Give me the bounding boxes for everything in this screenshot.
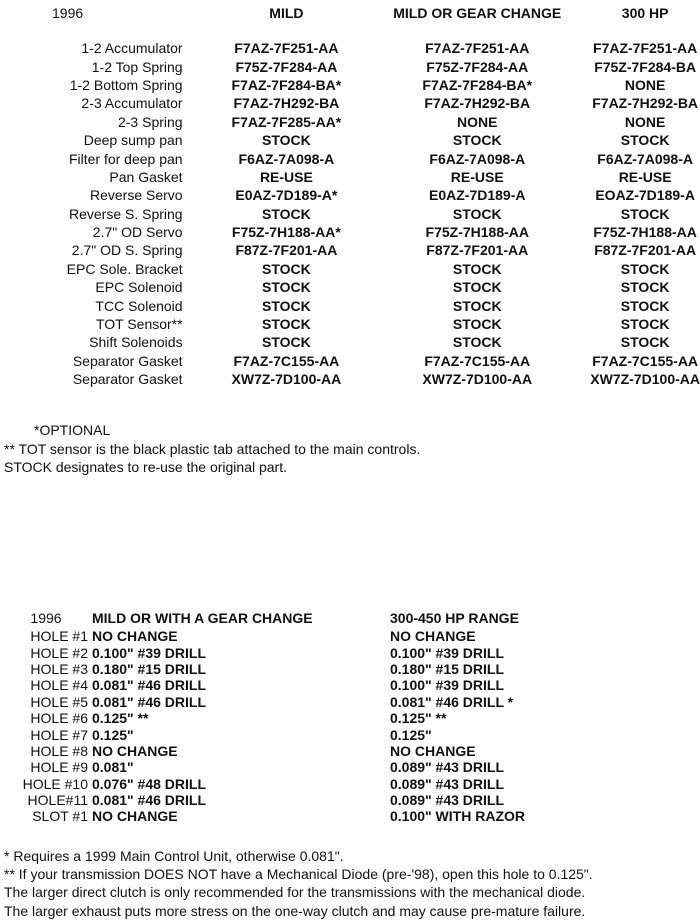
hole-year-header: 1996	[30, 610, 62, 626]
part-300hp-value: XW7Z-7D100-AA	[590, 371, 700, 388]
hole-label: SLOT #1	[32, 808, 88, 825]
300hp-column-header: 300 HP	[621, 5, 669, 21]
part-mild-gear-value: STOCK	[452, 205, 502, 222]
part-300hp-value: STOCK	[620, 297, 670, 314]
hole-row	[0, 792, 700, 808]
parts-row	[0, 223, 700, 241]
hole-table-header	[0, 608, 700, 628]
part-mild-gear-value: NONE	[457, 113, 498, 130]
part-mild-value: XW7Z-7D100-AA	[231, 371, 342, 388]
hole-mild-value: 0.180" #15 DRILL	[92, 660, 207, 677]
part-mild-value: F75Z-7H188-AA*	[231, 224, 341, 241]
part-label: Deep sump pan	[83, 132, 183, 149]
parts-row	[0, 241, 700, 259]
part-label: 1-2 Top Spring	[91, 58, 183, 75]
part-label: EPC Sole. Bracket	[66, 260, 183, 277]
part-300hp-value: F7AZ-7F251-AA	[593, 40, 698, 57]
mild-column-header: MILD	[269, 5, 304, 21]
part-mild-value: STOCK	[262, 279, 311, 296]
note-exhaust: The larger exhaust puts more stress on the one-way clutch and may cause pre-mature failure.	[4, 902, 586, 919]
part-mild-gear-value: E0AZ-7D189-A	[429, 187, 526, 204]
hole-row	[0, 661, 700, 677]
parts-row	[0, 94, 700, 112]
part-mild-value: F7AZ-7F285-AA*	[231, 113, 342, 130]
part-mild-value: E0AZ-7D189-A*	[235, 187, 338, 204]
hole-mild-value: 0.076" #48 DRILL	[92, 775, 207, 792]
parts-spacer-row	[0, 24, 700, 39]
hole-label: HOLE #1	[30, 628, 88, 645]
hole-hp-value: 0.089" #43 DRILL	[390, 775, 505, 792]
part-label: 2.7" OD S. Spring	[71, 242, 183, 259]
part-mild-gear-value: F6AZ-7A098-A	[429, 150, 526, 167]
part-mild-gear-value: F7AZ-7F284-BA*	[422, 76, 533, 93]
part-mild-value: F87Z-7F201-AA	[235, 242, 338, 259]
part-mild-gear-value: STOCK	[452, 334, 502, 351]
part-mild-gear-value: STOCK	[452, 316, 502, 333]
part-label: TCC Solenoid	[95, 297, 183, 314]
hole-row	[0, 743, 700, 759]
hole-label: HOLE #6	[30, 710, 88, 727]
parts-row	[0, 149, 700, 167]
hole-row	[0, 726, 700, 742]
part-300hp-value: F75Z-7H188-AA	[593, 224, 697, 241]
part-mild-value: F75Z-7F284-AA	[235, 58, 338, 75]
part-mild-gear-value: F7AZ-7F251-AA	[425, 40, 530, 57]
parts-row	[0, 370, 700, 388]
note-direct-clutch: The larger direct clutch is only recommended for the transmissions with the mechanical diode.	[4, 884, 586, 901]
hole-mild-value: NO CHANGE	[92, 808, 178, 825]
note-requires-1999: * Requires a 1999 Main Control Unit, otherwise 0.081".	[4, 848, 344, 864]
part-mild-value: STOCK	[262, 334, 311, 351]
part-300hp-value: EOAZ-7D189-A	[595, 187, 695, 204]
parts-row	[0, 260, 700, 278]
hole-hp-value: 0.100" #39 DRILL	[390, 644, 505, 661]
note-mechanical-diode: ** If your transmission DOES NOT have a Mechanical Diode (pre-'98), open this hole to 0.125".	[4, 866, 593, 883]
hole-row	[0, 677, 700, 693]
hole-mild-value: 0.081" #46 DRILL	[92, 677, 207, 694]
parts-row	[0, 39, 700, 57]
part-300hp-value: F6AZ-7A098-A	[597, 150, 693, 167]
hole-hp-column-header: 300-450 HP RANGE	[390, 610, 519, 626]
hole-mild-value: 0.081" #46 DRILL	[92, 693, 207, 710]
part-300hp-value: F87Z-7F201-AA	[594, 242, 697, 259]
hole-hp-value: 0.089" #43 DRILL	[390, 792, 505, 809]
part-300hp-value: STOCK	[620, 205, 670, 222]
hole-label: HOLE#11	[27, 792, 88, 809]
hole-row	[0, 759, 700, 775]
parts-row	[0, 113, 700, 131]
hole-label: HOLE #3	[30, 660, 88, 677]
hole-mild-column-header: MILD OR WITH A GEAR CHANGE	[92, 610, 313, 626]
parts-row	[0, 296, 700, 314]
hole-row	[0, 776, 700, 792]
part-label: Reverse S. Spring	[68, 205, 183, 222]
hole-row	[0, 644, 700, 660]
hole-mild-value: NO CHANGE	[92, 742, 178, 759]
part-300hp-value: STOCK	[620, 316, 670, 333]
part-mild-value: STOCK	[262, 260, 311, 277]
hole-label: HOLE #9	[30, 759, 88, 776]
part-mild-gear-value: STOCK	[452, 132, 502, 149]
part-mild-value: F6AZ-7A098-A	[238, 150, 335, 167]
hole-hp-value: 0.125"	[390, 726, 432, 743]
part-label: Separator Gasket	[72, 352, 183, 369]
part-label: Separator Gasket	[72, 371, 183, 388]
part-300hp-value: F75Z-7F284-BA	[594, 58, 697, 75]
hole-table-body	[0, 628, 700, 825]
part-label: 1-2 Bottom Spring	[69, 76, 183, 93]
part-mild-gear-value: F7AZ-7H292-BA	[424, 95, 531, 112]
hole-mild-value: 0.125"	[92, 726, 134, 743]
hole-row	[0, 710, 700, 726]
part-mild-value: RE-USE	[259, 168, 313, 185]
part-300hp-value: RE-USE	[618, 168, 672, 185]
part-mild-value: STOCK	[262, 316, 311, 333]
part-mild-gear-value: RE-USE	[450, 168, 504, 185]
hole-mild-value: 0.081" #46 DRILL	[92, 792, 207, 809]
parts-row	[0, 186, 700, 204]
part-mild-gear-value: XW7Z-7D100-AA	[422, 371, 533, 388]
part-mild-gear-value: F75Z-7F284-AA	[426, 58, 529, 75]
parts-table-body	[0, 24, 700, 388]
hole-hp-value: 0.081" #46 DRILL *	[390, 693, 514, 710]
parts-row	[0, 168, 700, 186]
mild-gear-column-header: MILD OR GEAR CHANGE	[393, 5, 562, 21]
hole-label: HOLE #5	[30, 693, 88, 710]
part-mild-value: F7AZ-7F284-BA*	[231, 76, 342, 93]
part-300hp-value: NONE	[624, 76, 666, 93]
parts-year-header: 1996	[52, 5, 84, 21]
hole-mild-value: 0.100" #39 DRILL	[92, 644, 207, 661]
part-mild-gear-value: F75Z-7H188-AA	[425, 224, 529, 241]
part-label: 1-2 Accumulator	[81, 40, 183, 57]
parts-row	[0, 333, 700, 351]
hole-hp-value: NO CHANGE	[390, 628, 476, 645]
parts-row	[0, 352, 700, 370]
hole-hp-value: 0.180" #15 DRILL	[390, 660, 505, 677]
part-label: Pan Gasket	[109, 168, 183, 185]
part-label: TOT Sensor**	[95, 316, 183, 333]
hole-label: HOLE #4	[30, 677, 88, 694]
parts-row	[0, 205, 700, 223]
part-300hp-value: STOCK	[620, 132, 670, 149]
hole-hp-value: 0.100" WITH RAZOR	[390, 808, 525, 825]
part-300hp-value: STOCK	[620, 260, 670, 277]
part-mild-gear-value: STOCK	[452, 297, 502, 314]
part-mild-gear-value: F87Z-7F201-AA	[426, 242, 529, 259]
hole-row	[0, 694, 700, 710]
hole-hp-value: 0.100" #39 DRILL	[390, 677, 505, 694]
hole-table	[0, 608, 700, 825]
hole-label: HOLE #8	[30, 742, 88, 759]
parts-notes	[0, 421, 700, 477]
hole-hp-value: NO CHANGE	[390, 742, 476, 759]
part-300hp-value: F7AZ-7H292-BA	[592, 95, 699, 112]
note-stock: STOCK designates to re-use the original part.	[4, 459, 288, 475]
hole-mild-value: 0.081"	[92, 759, 134, 776]
part-label: 2-3 Accumulator	[81, 95, 183, 112]
hole-label: HOLE #2	[30, 644, 88, 661]
part-mild-value: STOCK	[262, 297, 311, 314]
part-label: EPC Solenoid	[95, 279, 183, 296]
parts-row	[0, 76, 700, 94]
hole-hp-value: 0.125" **	[390, 710, 447, 727]
parts-row	[0, 278, 700, 296]
part-label: Shift Solenoids	[89, 334, 183, 351]
hole-hp-value: 0.089" #43 DRILL	[390, 759, 505, 776]
hole-mild-value: NO CHANGE	[92, 628, 178, 645]
part-300hp-value: STOCK	[620, 279, 670, 296]
part-mild-value: F7AZ-7H292-BA	[233, 95, 340, 112]
part-mild-value: F7AZ-7C155-AA	[233, 352, 340, 369]
part-mild-gear-value: STOCK	[452, 260, 502, 277]
part-300hp-value: STOCK	[620, 334, 670, 351]
note-optional: *OPTIONAL	[34, 422, 111, 438]
hole-mild-value: 0.125" **	[92, 710, 149, 727]
hole-row	[0, 628, 700, 644]
parts-table	[0, 2, 700, 388]
part-300hp-value: NONE	[624, 113, 666, 130]
part-mild-value: STOCK	[262, 205, 311, 222]
part-label: 2.7" OD Servo	[92, 224, 183, 241]
parts-row	[0, 57, 700, 75]
hole-label: HOLE #7	[30, 726, 88, 743]
hole-row	[0, 808, 700, 824]
hole-notes	[4, 847, 700, 920]
part-label: Filter for deep pan	[68, 150, 183, 167]
part-mild-gear-value: F7AZ-7C155-AA	[424, 352, 531, 369]
parts-row	[0, 315, 700, 333]
parts-row	[0, 131, 700, 149]
part-label: 2-3 Spring	[117, 113, 183, 130]
note-tot-sensor: ** TOT sensor is the black plastic tab attached to the main controls.	[4, 440, 421, 457]
part-mild-value: STOCK	[262, 132, 311, 149]
part-label: Reverse Servo	[89, 187, 183, 204]
part-300hp-value: F7AZ-7C155-AA	[592, 352, 699, 369]
part-mild-gear-value: STOCK	[452, 279, 502, 296]
part-mild-value: F7AZ-7F251-AA	[234, 40, 339, 57]
hole-label: HOLE #10	[22, 775, 88, 792]
parts-table-header	[0, 2, 700, 24]
